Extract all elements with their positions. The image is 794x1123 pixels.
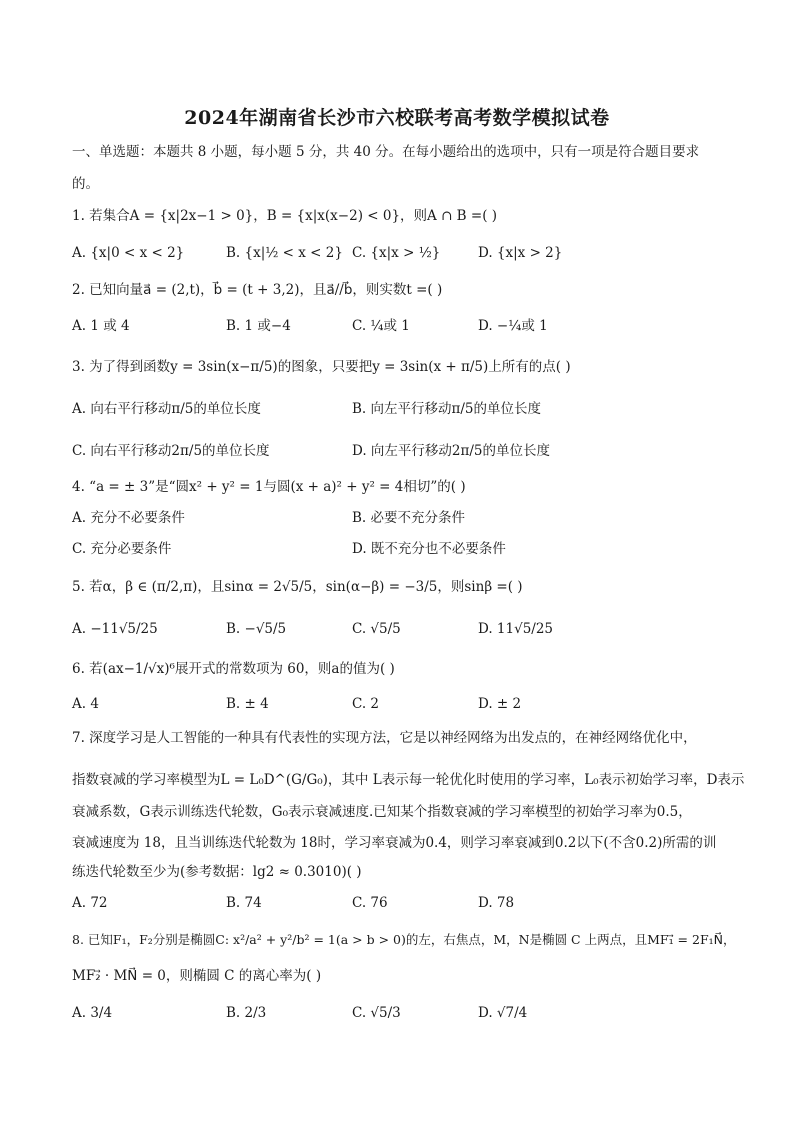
question-7-stem-line-3: 衰减系数，G表示训练迭代轮数，G₀表示衰减速度.已知某个指数衰减的学习率模型的初始学习率为0.5， bbox=[72, 804, 692, 820]
question-4-options-row-1 bbox=[72, 508, 732, 530]
question-2-options bbox=[72, 316, 732, 338]
option-b: B. ± 4 bbox=[226, 696, 269, 712]
question-3-options-row-1 bbox=[72, 399, 732, 421]
option-a: A. 向右平行移动π/5的单位长度 bbox=[72, 401, 261, 417]
question-3-stem: 3. 为了得到函数y = 3sin(x−π/5)的图象，只要把y = 3sin(x + π/5)上所有的点( ) bbox=[72, 359, 571, 375]
option-b: B. 向左平行移动π/5的单位长度 bbox=[352, 401, 542, 417]
option-a: A. 4 bbox=[72, 696, 99, 712]
question-3-options-row-2 bbox=[72, 441, 732, 463]
option-d: D. √7/4 bbox=[478, 1005, 528, 1021]
option-d: D. 向左平行移动2π/5的单位长度 bbox=[352, 443, 551, 459]
option-d: D. −¼或 1 bbox=[478, 318, 548, 334]
section-instructions-line-2: 的。 bbox=[72, 176, 99, 192]
option-a: A. −11√5/25 bbox=[72, 621, 158, 637]
option-c: C. ¼或 1 bbox=[352, 318, 410, 334]
question-7-stem-line-2: 指数衰减的学习率模型为L = L₀D^(G/G₀)，其中 L表示每一轮优化时使用的学习率，L₀表示初始学习率，D表示 bbox=[72, 772, 745, 788]
question-5-options bbox=[72, 619, 732, 641]
question-1-stem: 1. 若集合A = {x|2x−1 > 0}，B = {x|x(x−2) < 0}，则A ∩ B =( ) bbox=[72, 208, 498, 224]
option-a: A. {x|0 < x < 2} bbox=[72, 245, 185, 261]
section-instructions-line-1: 一、单选题：本题共 8 小题，每小题 5 分，共 40 分。在每小题给出的选项中，只有一项是符合题目要求 bbox=[72, 144, 700, 160]
question-8-options bbox=[72, 1003, 732, 1025]
question-4-options-row-2 bbox=[72, 539, 732, 561]
question-8-stem-line-2: MF₂⃗ · MN⃗ = 0，则椭圆 C 的离心率为( ) bbox=[72, 968, 322, 984]
option-a: A. 3/4 bbox=[72, 1005, 113, 1021]
option-d: D. 11√5/25 bbox=[478, 621, 554, 637]
question-2-stem: 2. 已知向量a⃗ = (2,t)，b⃗ = (t + 3,2)，且a⃗//b⃗，则实数t =( ) bbox=[72, 282, 443, 298]
question-7-options bbox=[72, 893, 732, 915]
option-c: C. √5/5 bbox=[352, 621, 401, 637]
option-a: A. 72 bbox=[72, 895, 108, 911]
question-4-stem: 4. “a = ± 3”是“圆x² + y² = 1与圆(x + a)² + y² = 4相切”的( ) bbox=[72, 479, 466, 495]
question-6-stem: 6. 若(ax−1/√x)⁶展开式的常数项为 60，则a的值为( ) bbox=[72, 661, 395, 677]
question-7-stem-line-5: 练迭代轮数至少为(参考数据：lg2 ≈ 0.3010)( ) bbox=[72, 864, 362, 880]
option-c: C. 76 bbox=[352, 895, 388, 911]
option-b: B. −√5/5 bbox=[226, 621, 287, 637]
option-a: A. 1 或 4 bbox=[72, 318, 130, 334]
option-d: D. 78 bbox=[478, 895, 515, 911]
option-d: D. ± 2 bbox=[478, 696, 522, 712]
option-c: C. {x|x > ½} bbox=[352, 245, 441, 261]
option-b: B. 2/3 bbox=[226, 1005, 267, 1021]
question-1-options bbox=[72, 243, 732, 265]
option-c: C. 向右平行移动2π/5的单位长度 bbox=[72, 443, 270, 459]
option-c: C. √5/3 bbox=[352, 1005, 401, 1021]
page-title: 2024年湖南省长沙市六校联考高考数学模拟试卷 bbox=[184, 107, 610, 129]
option-b: B. 1 或−4 bbox=[226, 318, 291, 334]
question-5-stem: 5. 若α，β ∈ (π/2,π)，且sinα = 2√5/5，sin(α−β) = −3/5，则sinβ =( ) bbox=[72, 579, 523, 595]
option-a: A. 充分不必要条件 bbox=[72, 510, 185, 526]
question-6-options bbox=[72, 694, 732, 716]
option-d: D. 既不充分也不必要条件 bbox=[352, 541, 506, 557]
option-c: C. 充分必要条件 bbox=[72, 541, 172, 557]
question-7-stem-line-4: 衰减速度为 18，且当训练迭代轮数为 18时，学习率衰减为0.4，则学习率衰减到0.2以下(不含0.2)所需的训 bbox=[72, 835, 717, 851]
option-d: D. {x|x > 2} bbox=[478, 245, 563, 261]
question-8-stem-line-1: 8. 已知F₁，F₂分别是椭圆C: x²/a² + y²/b² = 1(a > b > 0)的左，右焦点，M，N是椭圆 C 上两点，且MF₁⃗ = 2F₁N⃗， bbox=[72, 932, 736, 947]
question-7-stem-line-1: 7. 深度学习是人工智能的一种具有代表性的实现方法，它是以神经网络为出发点的，在神经网络优化中， bbox=[72, 730, 697, 746]
option-c: C. 2 bbox=[352, 696, 380, 712]
option-b: B. 必要不充分条件 bbox=[352, 510, 466, 526]
option-b: B. 74 bbox=[226, 895, 262, 911]
option-b: B. {x|½ < x < 2} bbox=[226, 245, 343, 261]
